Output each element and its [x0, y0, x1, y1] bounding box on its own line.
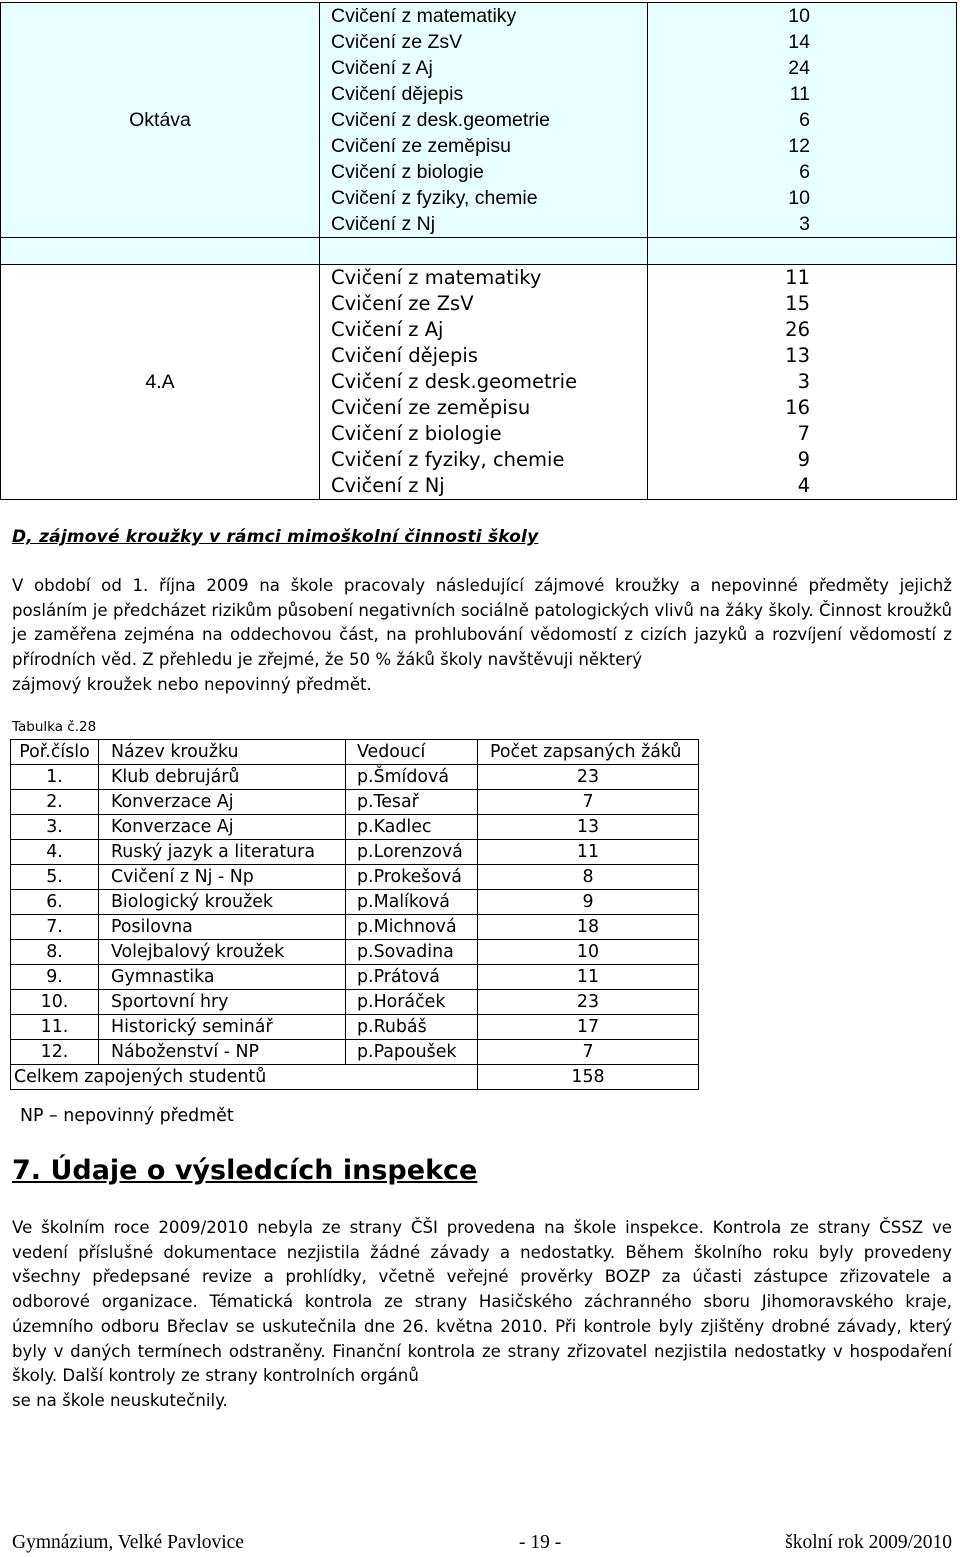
list-item: Cvičení z biologie — [331, 422, 502, 445]
values-cell — [648, 265, 957, 500]
order-cell: 6. — [11, 890, 99, 915]
items-cell — [320, 265, 648, 500]
table-row — [11, 815, 699, 840]
table-row — [11, 1040, 699, 1065]
header-cell: Počet zapsaných žáků — [478, 740, 699, 765]
list-item: Cvičení ze ZsV — [331, 292, 474, 315]
count-cell: 23 — [478, 765, 699, 790]
section-d-paragraph — [12, 574, 952, 698]
list-item: Cvičení z Nj — [331, 474, 445, 497]
np-legend: NP – nepovinný předmět — [20, 1106, 234, 1126]
list-item: Cvičení dějepis — [331, 83, 464, 105]
leader-cell: p.Rubáš — [346, 1015, 478, 1040]
list-item: Cvičení z desk.geometrie — [331, 370, 578, 393]
value: 24 — [788, 57, 810, 79]
section-7-paragraph — [12, 1216, 952, 1414]
header-cell: Vedoucí — [346, 740, 478, 765]
value: 10 — [788, 187, 810, 209]
footer-school-name: Gymnázium, Velké Pavlovice — [12, 1532, 244, 1553]
class-label: 4.A — [145, 370, 175, 393]
club-name-cell: Klub debrujárů — [99, 765, 346, 790]
leader-cell: p.Michnová — [346, 915, 478, 940]
table-row — [11, 940, 699, 965]
class-label: Oktáva — [129, 108, 191, 131]
club-name-cell: Náboženství - NP — [99, 1040, 346, 1065]
value: 4 — [797, 474, 810, 497]
leader-cell: p.Šmídová — [346, 765, 478, 790]
value: 16 — [785, 396, 810, 419]
paragraph-last-line: zájmový kroužek nebo nepovinný předmět. — [12, 674, 372, 694]
order-cell: 4. — [11, 840, 99, 865]
table-row — [11, 865, 699, 890]
value: 11 — [785, 266, 810, 289]
list-item: Cvičení ze zeměpisu — [331, 135, 511, 157]
list-item: Cvičení z matematiky — [331, 5, 517, 27]
value: 13 — [785, 344, 810, 367]
order-cell: 3. — [11, 815, 99, 840]
club-name-cell: Sportovní hry — [99, 990, 346, 1015]
count-cell: 23 — [478, 990, 699, 1015]
class-cell — [1, 3, 320, 238]
leader-cell: p.Prokešová — [346, 865, 478, 890]
order-cell: 1. — [11, 765, 99, 790]
value: 7 — [797, 422, 810, 445]
list-item: Cvičení ze ZsV — [331, 31, 463, 53]
separator-row — [1, 238, 957, 265]
club-name-cell: Gymnastika — [99, 965, 346, 990]
list-item: Cvičení z fyziky, chemie — [331, 187, 538, 209]
value: 9 — [797, 448, 810, 471]
list-item: Cvičení dějepis — [331, 344, 479, 367]
count-cell: 13 — [478, 815, 699, 840]
club-name-cell: Konverzace Aj — [99, 790, 346, 815]
club-name-cell: Historický seminář — [99, 1015, 346, 1040]
count-cell: 8 — [478, 865, 699, 890]
footer-school-year: školní rok 2009/2010 — [785, 1532, 952, 1553]
clubs-table — [10, 739, 699, 1090]
footer-page-number: - 19 - — [519, 1532, 562, 1553]
club-name-cell: Konverzace Aj — [99, 815, 346, 840]
list-item: Cvičení ze zeměpisu — [331, 396, 531, 419]
table-row — [11, 990, 699, 1015]
order-cell: 8. — [11, 940, 99, 965]
order-cell: 10. — [11, 990, 99, 1015]
value: 12 — [788, 135, 810, 157]
count-cell: 9 — [478, 890, 699, 915]
leader-cell: p.Malíková — [346, 890, 478, 915]
table-row — [11, 790, 699, 815]
section-d-heading: D, zájmové kroužky v rámci mimoškolní činnosti školy — [12, 527, 539, 547]
list-item: Cvičení z matematiky — [331, 266, 542, 289]
value: 3 — [799, 213, 810, 235]
count-cell: 7 — [478, 790, 699, 815]
section-7-heading: 7. Údaje o výsledcích inspekce — [12, 1155, 478, 1186]
total-label-cell: Celkem zapojených studentů — [11, 1065, 478, 1090]
list-item: Cvičení z Aj — [331, 57, 433, 79]
value: 10 — [788, 5, 810, 27]
order-cell: 9. — [11, 965, 99, 990]
values-cell — [648, 3, 957, 238]
table-caption: Tabulka č.28 — [12, 719, 97, 735]
order-cell: 12. — [11, 1040, 99, 1065]
table-row — [1, 3, 957, 238]
table-row — [11, 890, 699, 915]
total-row — [11, 1065, 699, 1090]
items-cell — [320, 3, 648, 238]
leader-cell: p.Papoušek — [346, 1040, 478, 1065]
leader-cell: p.Kadlec — [346, 815, 478, 840]
paragraph-body: Ve školním roce 2009/2010 nebyla ze strany ČŠI provedena na škole inspekce. Kontrola ze strany ČSSZ ve vedení příslušné dokumentace nezjistila žádné závady a nedostatky. Během školního roku byly provedeny všechny předepsané revize a prohlídky, včetně veřejné prověrky BOZP za účasti zástupce zřizovatele a odborové organizace. Tématická kontrola ze strany Hasičského záchranného sboru Jihomoravského kraje, územního odboru Břeclav se uskutečnila dne 26. května 2010. Při kontrole byly zjištěny drobné závady, který byly v daných termínech odstraněny. Finanční kontrola ze strany zřizovatel nezjistila nedostatky v hospodaření školy. Další kontroly ze strany kontrolních orgánů — [12, 1218, 952, 1386]
value: 14 — [788, 31, 810, 53]
paragraph-last-line: se na škole neuskutečnily. — [12, 1390, 228, 1410]
list-item: Cvičení z desk.geometrie — [331, 109, 550, 131]
list-item: Cvičení z Nj — [331, 213, 436, 235]
list-item: Cvičení z fyziky, chemie — [331, 448, 565, 471]
order-cell: 2. — [11, 790, 99, 815]
value: 11 — [789, 83, 810, 105]
club-name-cell: Biologický kroužek — [99, 890, 346, 915]
leader-cell: p.Sovadina — [346, 940, 478, 965]
count-cell: 7 — [478, 1040, 699, 1065]
total-value-cell: 158 — [478, 1065, 699, 1090]
table-row — [11, 1015, 699, 1040]
table-row — [11, 915, 699, 940]
order-cell: 5. — [11, 865, 99, 890]
table-header-row — [11, 740, 699, 765]
table-row — [1, 265, 957, 500]
club-name-cell: Cvičení z Nj - Np — [99, 865, 346, 890]
value: 6 — [799, 161, 810, 183]
list-item: Cvičení z Aj — [331, 318, 444, 341]
table-row — [11, 840, 699, 865]
header-cell: Poř.číslo — [11, 740, 99, 765]
leader-cell: p.Lorenzová — [346, 840, 478, 865]
count-cell: 11 — [478, 965, 699, 990]
club-name-cell: Posilovna — [99, 915, 346, 940]
order-cell: 11. — [11, 1015, 99, 1040]
value: 26 — [785, 318, 810, 341]
class-cell — [1, 265, 320, 500]
count-cell: 17 — [478, 1015, 699, 1040]
table-row — [11, 765, 699, 790]
list-item: Cvičení z biologie — [331, 161, 484, 183]
table-row — [11, 965, 699, 990]
club-name-cell: Ruský jazyk a literatura — [99, 840, 346, 865]
count-cell: 11 — [478, 840, 699, 865]
activities-by-class-table — [0, 2, 957, 500]
count-cell: 18 — [478, 915, 699, 940]
leader-cell: p.Tesař — [346, 790, 478, 815]
order-cell: 7. — [11, 915, 99, 940]
leader-cell: p.Prátová — [346, 965, 478, 990]
value: 3 — [797, 370, 810, 393]
leader-cell: p.Horáček — [346, 990, 478, 1015]
paragraph-body: V období od 1. října 2009 na škole pracovaly následující zájmové kroužky a nepovinné předměty jejichž posláním je předcházet rizikům působení negativních sociálně patologických vlivů na žáky školy. Činnost kroužků je zaměřena zejména na oddechovou část, na prohlubování vědomostí z cizích jazyků a rozvíjení vědomostí z přírodních věd. Z přehledu je zřejmé, že 50 % žáků školy navštěvuji některý — [12, 576, 952, 670]
count-cell: 10 — [478, 940, 699, 965]
value: 15 — [785, 292, 810, 315]
value: 6 — [799, 109, 810, 131]
header-cell: Název kroužku — [99, 740, 346, 765]
club-name-cell: Volejbalový kroužek — [99, 940, 346, 965]
